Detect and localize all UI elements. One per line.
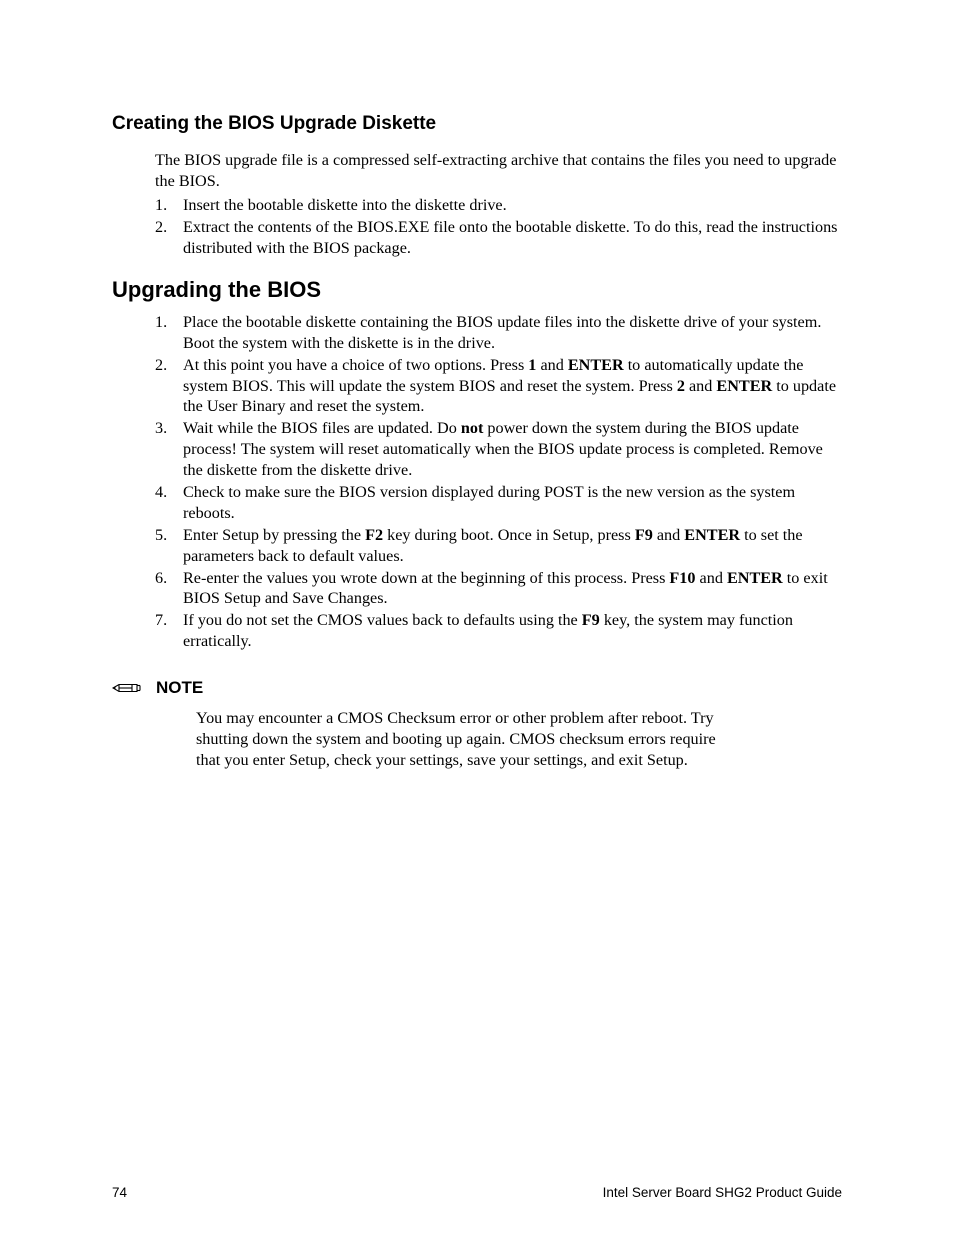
emphasized-text: not xyxy=(460,419,484,438)
list-item-number: 3. xyxy=(155,419,168,438)
emphasized-text: ENTER xyxy=(726,568,783,587)
emphasized-text: F2 xyxy=(365,525,384,544)
list-item-number: 1. xyxy=(155,313,168,331)
list-item xyxy=(155,355,845,417)
list-item-number: 1. xyxy=(155,196,168,214)
list-item-text: key during boot. Once in Setup, press xyxy=(383,525,635,544)
list-item xyxy=(155,195,845,216)
list-item-text: Place the bootable diskette containing the BIOS update files into the diskette drive of your system. Boot the system with the diskette is in the drive. xyxy=(183,313,822,352)
emphasized-text: 2 xyxy=(676,376,685,395)
list-item-text: If you do not set the CMOS values back to defaults using the xyxy=(183,611,582,630)
upgrade-steps-list xyxy=(155,312,845,653)
emphasized-text: ENTER xyxy=(567,355,624,374)
note-label: NOTE xyxy=(156,678,204,697)
emphasized-text: 1 xyxy=(528,355,537,374)
footer-title: Intel Server Board SHG2 Product Guide xyxy=(602,1185,842,1200)
list-item xyxy=(155,568,845,610)
emphasized-text: F10 xyxy=(669,568,696,587)
emphasized-text: ENTER xyxy=(684,525,741,544)
list-item-text: and xyxy=(684,376,717,395)
list-item-text: Wait while the BIOS files are updated. Do xyxy=(183,419,461,438)
list-item-text: At this point you have a choice of two options. Press xyxy=(183,355,529,374)
note-header xyxy=(112,678,203,698)
list-item-text: Extract the contents of the BIOS.EXE file onto the bootable diskette. To do this, read the instructions distributed with the BIOS package. xyxy=(183,217,838,257)
list-item-number: 5. xyxy=(155,525,168,544)
list-item-text: and xyxy=(652,525,685,544)
note-text: You may encounter a CMOS Checksum error or other problem after reboot. Try shutting down the system and booting up again. CMOS checksum errors require that you enter Setup, check your settings, save your settings, and exit Setup. xyxy=(196,709,716,769)
list-item xyxy=(155,312,845,354)
list-item-text: Insert the bootable diskette into the diskette drive. xyxy=(183,196,507,214)
list-item-text: and xyxy=(536,355,568,374)
list-item-text: Check to make sure the BIOS version displayed during POST is the new version as the system reboots. xyxy=(183,482,796,522)
list-item-number: 4. xyxy=(155,482,168,501)
emphasized-text: F9 xyxy=(581,611,600,630)
list-item xyxy=(155,217,845,259)
list-item-text: Re-enter the values you wrote down at the beginning of this process. Press xyxy=(183,568,670,587)
list-item xyxy=(155,418,845,480)
list-item-text: to exit BIOS Setup and Save Changes. xyxy=(183,568,828,608)
section-heading-upgrading-bios: Upgrading the BIOS xyxy=(112,277,321,302)
list-item-text: Enter Setup by pressing the xyxy=(183,525,366,544)
emphasized-text: F9 xyxy=(634,525,653,544)
list-item xyxy=(155,610,845,652)
list-item xyxy=(155,525,845,567)
list-item-number: 2. xyxy=(155,355,168,374)
intro-paragraph: The BIOS upgrade file is a compressed self-extracting archive that contains the files you need to upgrade the BIOS. xyxy=(155,151,837,190)
list-item-text: power down the system during the BIOS update process! The system will reset automatically when the BIOS update process is completed. Remove the diskette from the diskette drive. xyxy=(183,419,823,479)
list-item-number: 6. xyxy=(155,568,168,587)
emphasized-text: ENTER xyxy=(716,376,773,395)
list-item-text: to set the parameters back to default values. xyxy=(183,525,803,565)
pencil-icon xyxy=(112,680,142,696)
diskette-steps-list xyxy=(155,195,845,260)
list-item xyxy=(155,482,845,524)
list-item-text: to automatically update the system BIOS. This will update the system BIOS and reset the system. Press xyxy=(183,355,804,395)
list-item-text: to update the User Binary and reset the system. xyxy=(183,376,837,416)
page-number: 74 xyxy=(112,1185,128,1200)
list-item-number: 7. xyxy=(155,611,168,630)
list-item-text: and xyxy=(695,568,727,587)
list-item-text: key, the system may function erratically. xyxy=(183,611,793,651)
list-item-number: 2. xyxy=(155,217,168,236)
section-heading-creating-diskette: Creating the BIOS Upgrade Diskette xyxy=(112,113,437,134)
